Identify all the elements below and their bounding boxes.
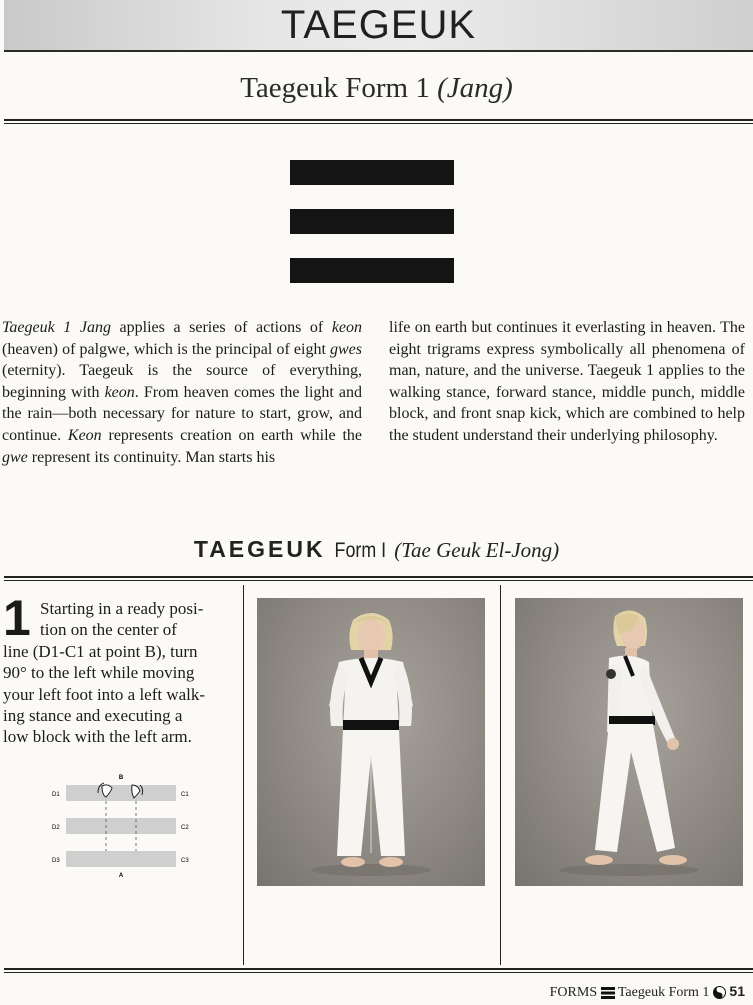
section-italic: (Tae Geuk El-Jong) <box>394 538 560 562</box>
d2-label: D2 <box>52 825 60 831</box>
photo-side-walking-stance <box>515 598 743 886</box>
section-rule-thin <box>4 580 753 581</box>
column-divider <box>500 585 501 965</box>
footer-title: Taegeuk Form 1 <box>617 985 710 1000</box>
page-footer <box>550 983 745 1001</box>
figure-front-illustration <box>257 598 485 886</box>
line-3 <box>66 851 176 867</box>
form-title-text: Taegeuk Form 1 <box>240 72 438 104</box>
trigram-bar <box>290 209 454 234</box>
c2-label: C2 <box>181 825 189 831</box>
step-line: line (D1-C1 at point B), turn <box>3 641 198 661</box>
intro-fragment: . From heaven comes the light and the rain—both necessary for nature to start, grow, and continue. <box>2 383 363 444</box>
point-a-label: A <box>118 873 124 879</box>
banner-title: TAEGEUK <box>280 3 477 47</box>
step-line: tion on the center of <box>40 620 177 640</box>
footer-section: FORMS <box>549 985 598 1000</box>
intro-term: Taegeuk 1 Jang <box>2 319 111 336</box>
line-2 <box>66 818 176 834</box>
title-rule <box>4 119 753 121</box>
figure-side-illustration <box>515 598 743 886</box>
title-rule-thin <box>4 123 753 124</box>
point-b-label: B <box>118 775 124 781</box>
step-instructions <box>3 598 233 748</box>
line-1 <box>66 785 176 801</box>
trigram-bar <box>290 258 454 283</box>
d3-label: D3 <box>52 858 60 864</box>
keon-trigram-icon <box>290 160 454 283</box>
step-line: ing stance and executing a <box>3 706 183 726</box>
taegeuk-symbol-icon <box>713 986 726 999</box>
intro-fragment: (heaven) of palgwe, which is the principal of eight <box>2 340 330 358</box>
step-line: low block with the left arm. <box>3 727 192 747</box>
section-rule <box>4 576 753 578</box>
step-number: 1 <box>3 590 31 646</box>
intro-term: keon <box>331 319 363 336</box>
trigram-bar <box>290 160 454 185</box>
column-divider <box>243 585 244 965</box>
intro-fragment: represent its continuity. Man starts his <box>27 448 276 466</box>
section-brand: TAEGEUK <box>193 536 326 562</box>
intro-term: gwe <box>2 448 28 466</box>
intro-fragment: applies a series of actions of <box>110 319 332 336</box>
intro-fragment: represents creation on earth while the <box>101 426 363 444</box>
intro-term: gwes <box>330 340 362 358</box>
intro-term: keon <box>104 383 135 401</box>
form-title-italic: (Jang) <box>437 72 513 104</box>
banner-rule <box>4 50 753 52</box>
header-banner <box>4 0 753 50</box>
footer-rule <box>4 968 753 970</box>
section-word: Form I <box>334 539 386 562</box>
section-heading <box>0 536 753 563</box>
step-line: your left foot into a left walk- <box>3 684 206 704</box>
footer-rule-thin <box>4 972 753 973</box>
photo-front-ready-stance <box>257 598 485 886</box>
intro-term: Keon <box>67 426 102 444</box>
page-number: 51 <box>729 983 745 999</box>
trigram-footer-icon <box>601 987 615 999</box>
intro-text-left <box>2 317 362 468</box>
c3-label: C3 <box>181 858 189 864</box>
intro-fragment: (eternity). Taegeuk is the source of everything, beginning with <box>2 362 362 401</box>
form-title <box>0 72 753 105</box>
step-line: Starting in a ready posi- <box>40 599 204 618</box>
footprint-diagram <box>50 773 200 883</box>
intro-text-right: life on earth but continues it everlasting in heaven. The eight trigrams express symbolically all phenomena of man, nature, and the universe. Taegeuk 1 applies to the walking stance, forward stance, middle punch, middle block, and front snap kick, which are combined to help the student understand their underlying philosophy. <box>389 319 745 444</box>
d1-label: D1 <box>52 792 60 798</box>
c1-label: C1 <box>181 792 189 798</box>
step-line: 90° to the left while moving <box>3 663 195 683</box>
